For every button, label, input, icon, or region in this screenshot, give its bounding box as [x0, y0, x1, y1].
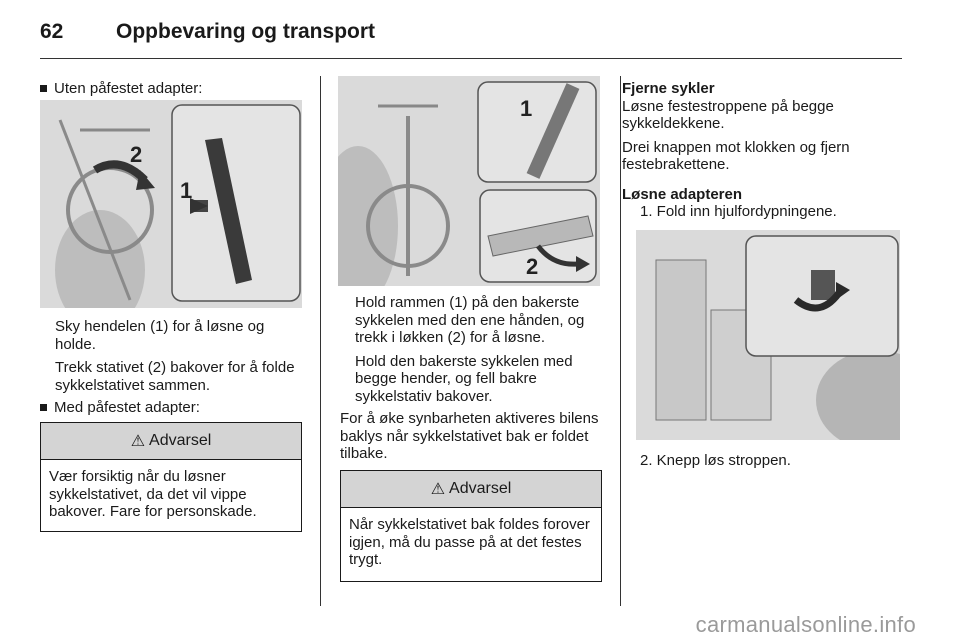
page-number: 62 [40, 20, 64, 43]
bullet-without-adapter: Uten påfestet adapter: [54, 80, 203, 97]
info-rear-lights: For å øke synbarheten aktiveres bilens baklys når sykkelstativet bak er foldet tilbake. [340, 410, 599, 462]
bullet-square-icon [40, 404, 47, 411]
step-unbuckle-strap: 2. Knepp løs stroppen. [640, 452, 791, 469]
warning-triangle-icon: ⚠ [430, 481, 446, 498]
instruction-loosen-straps: Løsne festestroppene på begge sykkeldekkene. [622, 97, 834, 132]
figure1-label-1: 1 [180, 178, 193, 203]
instruction-turn-knob: Drei knappen mot klokken og fjern festebrakettene. [622, 138, 850, 173]
warning-title: Advarsel [449, 480, 512, 497]
warning-box-2 [340, 470, 602, 582]
instruction-fold-back: Hold den bakerste sykkelen med begge hender, og fell bakre sykkelstativ bakover. [355, 352, 573, 405]
bullet-square-icon [40, 85, 47, 92]
bullet-with-adapter: Med påfestet adapter: [54, 399, 200, 416]
figure-release-loop [338, 76, 600, 286]
heading-remove-bikes: Fjerne sykler [622, 80, 715, 97]
figure-fold-stand [40, 100, 302, 308]
instruction-squeeze-lever: Sky hendelen (1) for å løsne og holde. [55, 318, 265, 353]
page-header [40, 20, 375, 44]
warning-box-1 [40, 422, 302, 532]
instruction-pull-stand: Trekk stativet (2) bakover for å folde sykkelstativet sammen. [55, 359, 295, 394]
figure2-label-1: 1 [520, 96, 533, 121]
header-rule [40, 58, 902, 59]
step-fold-wheel-recesses: 1. Fold inn hjulfordypningene. [640, 203, 837, 220]
column-divider-right [620, 76, 621, 606]
figure1-label-2: 2 [130, 142, 143, 167]
watermark: carmanualsonline.info [695, 612, 916, 637]
column-1 [40, 80, 305, 98]
heading-release-adapter: Løsne adapteren [622, 185, 743, 203]
warning-title: Advarsel [149, 432, 212, 449]
warning-text: Når sykkelstativet bak foldes forover igjen, må du passe på at det festes trygt. [349, 516, 590, 568]
warning-text: Vær forsiktig når du løsner sykkelstativet, da det vil vippe bakover. Fare for personskade. [49, 468, 257, 520]
page-title: Oppbevaring og transport [116, 20, 376, 43]
column-divider-left [320, 76, 321, 606]
warning-triangle-icon: ⚠ [130, 433, 146, 450]
instruction-hold-frame: Hold rammen (1) på den bakerste sykkelen med den ene hånden, og trekk i løkken (2) for å løsne. [355, 294, 585, 346]
figure2-label-2: 2 [526, 254, 539, 279]
figure-adapter-strap [636, 230, 900, 440]
